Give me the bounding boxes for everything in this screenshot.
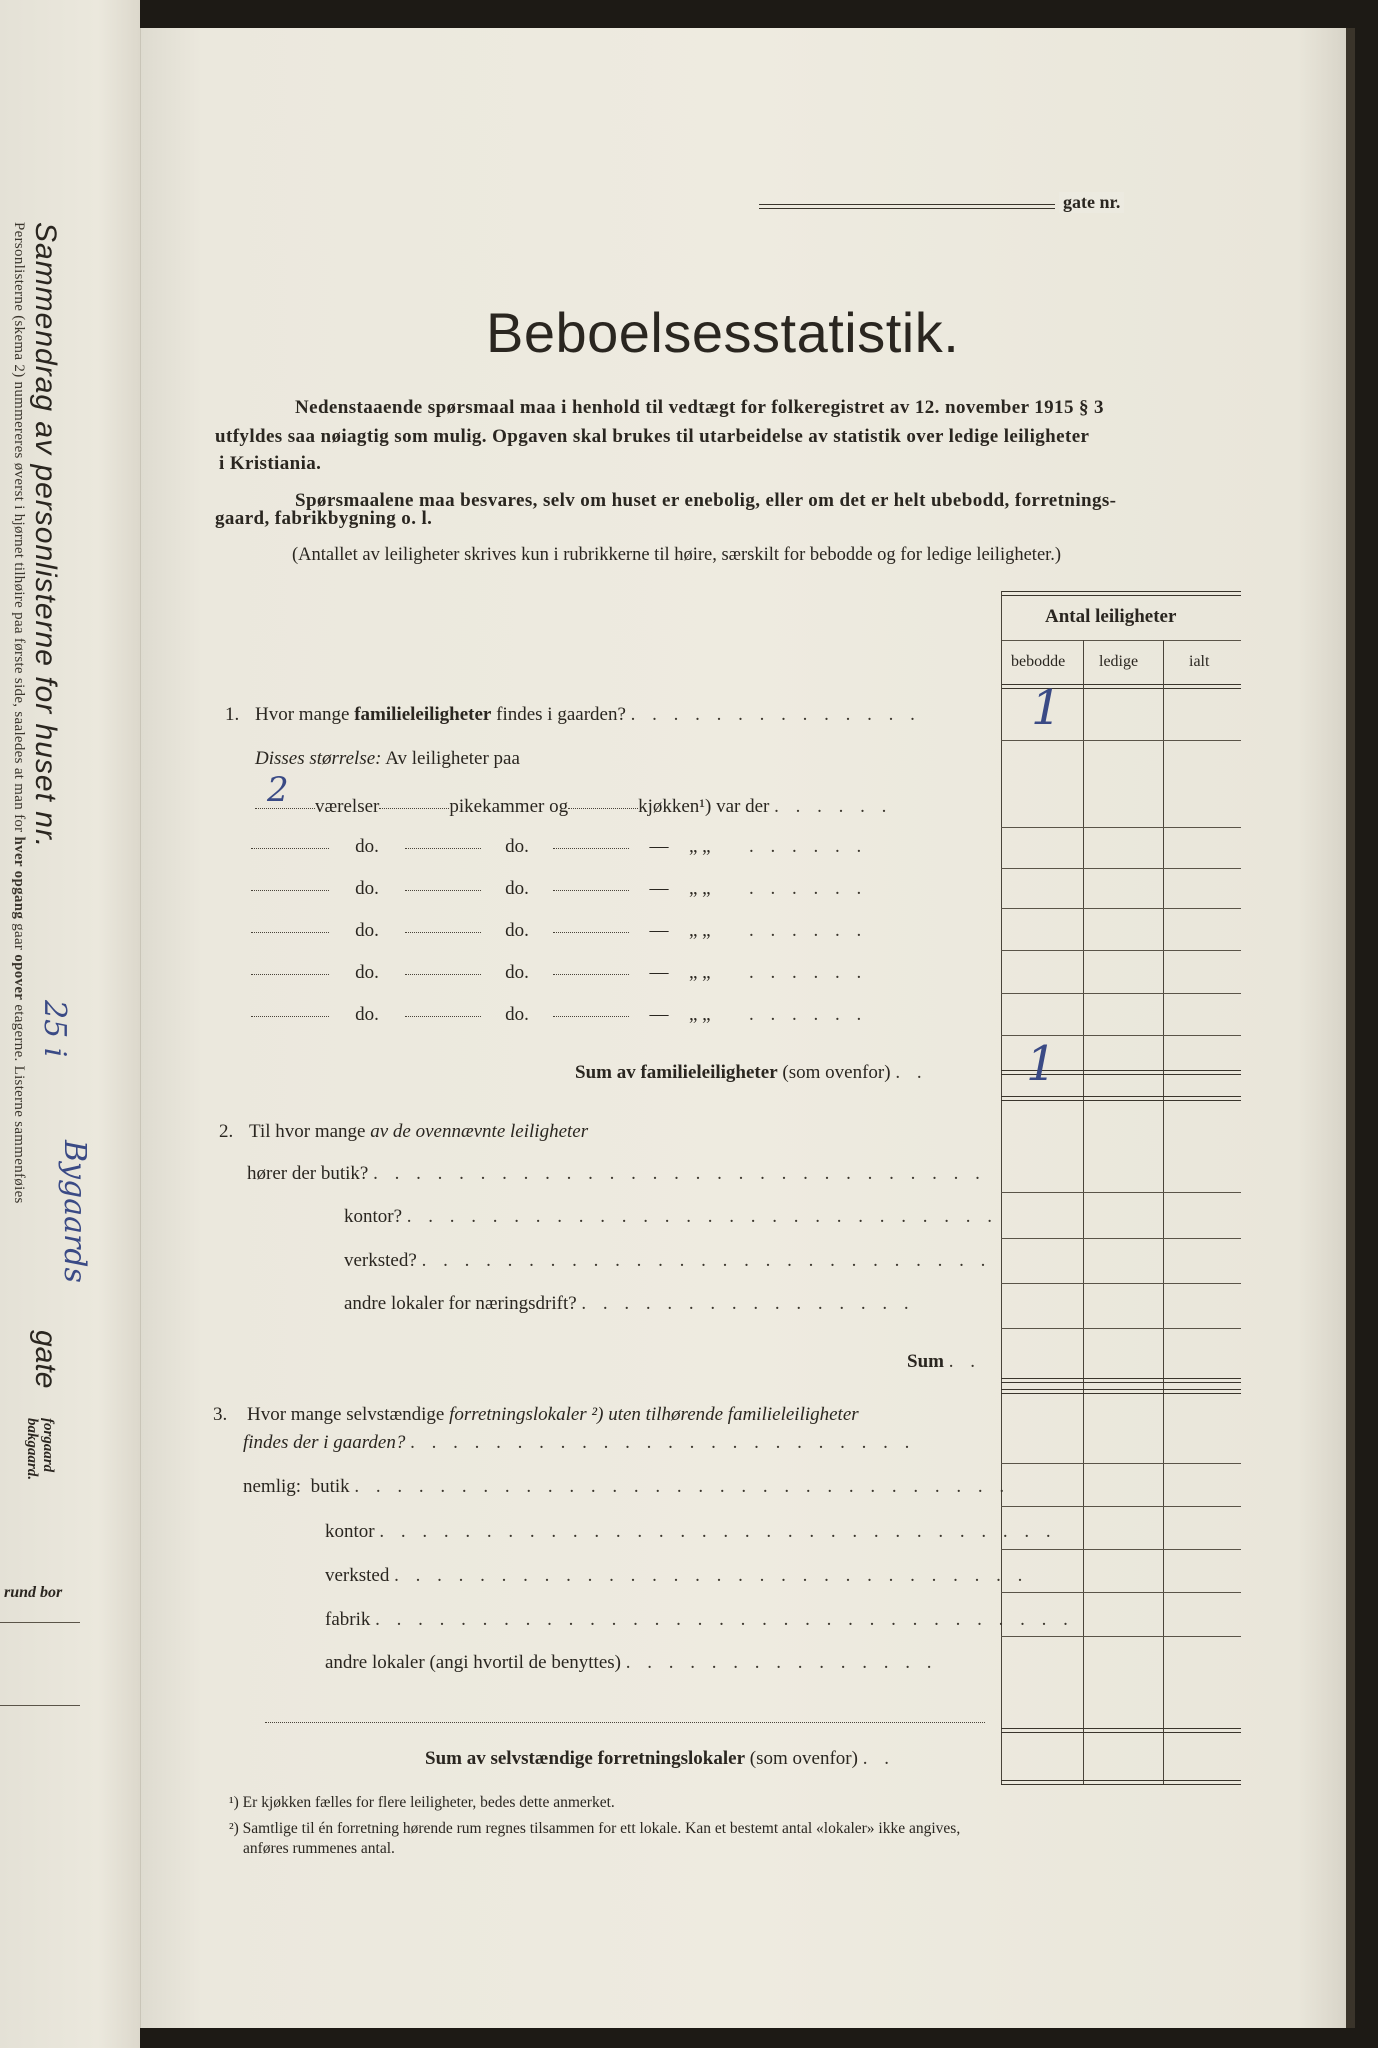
footnote-2-line1: ²) Samtlige til én forretning hørende rum regnes tilsammen for ett lokale. Kan et bestemt antal «lokaler» ikke angives, — [229, 1820, 961, 1837]
q2-butik: hører der butik? . . . . . . . . . . . . . . . . . . . . . . . . . . . . . — [247, 1163, 986, 1184]
table-row-rule — [1001, 950, 1241, 951]
q1-sizes: Disses størrelse: Av leiligheter paa — [255, 748, 520, 769]
form-page — [140, 28, 1346, 2028]
q3-butik: nemlig: butik . . . . . . . . . . . . . . . . . . . . . . . . . . . . . . . — [243, 1476, 1011, 1497]
table-row-rule — [1001, 993, 1241, 994]
table-row-rule — [1001, 1238, 1241, 1239]
table-row-rule — [1001, 1549, 1241, 1550]
table-header-rule — [1001, 640, 1241, 641]
footnote-2-line2: anføres rummenes antal. — [243, 1840, 395, 1857]
table-col-divider — [1163, 640, 1164, 1784]
gate-nr-label: gate nr. — [1059, 192, 1124, 213]
page-edge-shadow — [1345, 28, 1355, 2028]
q1-size-row-4: do. do. — „ „ . . . . . . — [251, 920, 867, 942]
q2-verksted: verksted? . . . . . . . . . . . . . . . . . . . . . . . . . . . — [344, 1250, 992, 1271]
side-rule — [0, 1622, 80, 1623]
q2-kontor: kontor? . . . . . . . . . . . . . . . . . . . . . . . . . . . . — [344, 1206, 999, 1227]
intro-p1-line1: Nedenstaaende spørsmaal maa i henhold til vedtægt for folkeregistret av 12. november 1915 § 3 — [295, 397, 1104, 418]
q1-size-row-5: do. do. — „ „ . . . . . . — [251, 962, 867, 984]
intro-p3: (Antallet av leiligheter skrives kun i rubrikkerne til høire, særskilt for bebodde og for ledige leiligheter.) — [292, 545, 1062, 565]
footnote-1: ¹) Er kjøkken fælles for flere leiligheter, bedes dette anmerket. — [229, 1794, 615, 1811]
q3-number: 3. — [213, 1404, 228, 1425]
table-row-rule — [1001, 1192, 1241, 1193]
q1-question: Hvor mange familieleiligheter findes i gaarden? . . . . . . . . . . . . . . — [255, 704, 921, 725]
side-summary-title: Sammendrag av personlisterne for huset nr. — [29, 222, 62, 849]
intro-p1-line3: i Kristiania. — [219, 453, 322, 474]
q1-size-row-1: værelser pikekammer og kjøkken¹) var der . . . . . . — [255, 796, 892, 818]
intro-p2-line2: gaard, fabrikbygning o. l. — [215, 508, 433, 529]
intro-p2-line1: Spørsmaalene maa besvares, selv om huset er enebolig, eller om det er helt ubebodd, forretnings- — [295, 490, 1117, 511]
q3-question-cont: findes der i gaarden? . . . . . . . . . . . . . . . . . . . . . . . . — [243, 1432, 916, 1453]
q1-size-row-2: do. do. — „ „ . . . . . . — [251, 836, 867, 858]
table-section-rule — [1001, 1389, 1241, 1394]
side-rule — [0, 1705, 80, 1706]
intro-p1-line2: utfyldes saa nøiagtig som mulig. Opgaven skal brukes til utarbeidelse av statistik over ledige leiligheter — [215, 426, 1090, 447]
table-top-rule — [1001, 591, 1241, 596]
q1-size-row-3: do. do. — „ „ . . . . . . — [251, 878, 867, 900]
q3-sum: Sum av selvstændige forretningslokaler (som ovenfor) . . — [425, 1748, 895, 1769]
table-row-rule — [1001, 1283, 1241, 1284]
gate-nr-underline — [759, 204, 1055, 209]
table-row-rule — [1001, 1728, 1241, 1733]
table-row-rule — [1001, 1463, 1241, 1464]
col-ledige: ledige — [1099, 653, 1139, 670]
back-sheet — [0, 0, 140, 2048]
table-row-rule — [1001, 827, 1241, 828]
table-row-rule — [1001, 1378, 1241, 1383]
q1-sum: Sum av familieleiligheter (som ovenfor) . . — [575, 1062, 928, 1083]
table-row-rule — [1001, 1506, 1241, 1507]
side-instructions: Personlisterne (skema 2) nummereres øverst i hjørnet tilhøire paa første side, saaledes at man for hver opgang gaar opover etagerne. Listerne sammenføies — [11, 222, 27, 1204]
q3-andre: andre lokaler (angi hvortil de benyttes) . . . . . . . . . . . . . . . — [325, 1652, 938, 1673]
side-forgaard: forgaard — [40, 1418, 56, 1473]
side-bottom-label: rund bor — [4, 1584, 63, 1601]
q3-question: Hvor mange selvstændige forretningslokaler ²) uten tilhørende familieleiligheter — [247, 1404, 859, 1425]
side-handwritten-nr: 25 i — [37, 1000, 72, 1058]
q3-verksted: verksted . . . . . . . . . . . . . . . . . . . . . . . . . . . . . . — [325, 1565, 1029, 1586]
q2-question: Til hvor mange av de ovennævnte leiligheter — [249, 1121, 589, 1142]
table-left-border — [1001, 591, 1002, 1784]
q2-number: 2. — [219, 1121, 234, 1142]
page-title: Beboelsesstatistik. — [486, 301, 960, 364]
q3-blank-line — [265, 1722, 985, 1724]
col-bebodde: bebodde — [1011, 653, 1066, 670]
q1-number: 1. — [225, 704, 240, 725]
table-row-rule — [1001, 1328, 1241, 1329]
q2-andre: andre lokaler for næringsdrift? . . . . . . . . . . . . . . . . — [344, 1293, 915, 1314]
table-row-rule — [1001, 868, 1241, 869]
table-row-rule — [1001, 1636, 1241, 1637]
q1-size-row-6: do. do. — „ „ . . . . . . — [251, 1004, 867, 1026]
table-bottom-rule — [1001, 1780, 1241, 1785]
table-col-divider — [1083, 640, 1084, 1784]
side-gate-label: gate — [29, 1330, 62, 1389]
side-handwritten-street: Bygaards — [57, 1140, 92, 1283]
col-ialt: ialt — [1189, 653, 1210, 670]
q3-kontor: kontor . . . . . . . . . . . . . . . . . . . . . . . . . . . . . . . . — [325, 1521, 1057, 1542]
handwritten-q1-sum: 1 — [1026, 1036, 1057, 1092]
table-row-rule — [1001, 908, 1241, 909]
side-bakgaard: bakgaard. — [24, 1418, 40, 1481]
q2-sum: Sum . . — [907, 1351, 981, 1372]
table-header: Antal leiligheter — [1045, 606, 1177, 627]
table-row-rule — [1001, 740, 1241, 741]
q3-fabrik: fabrik . . . . . . . . . . . . . . . . . . . . . . . . . . . . . . . . . — [325, 1609, 1074, 1630]
handwritten-rooms: 2 — [267, 770, 289, 810]
table-row-rule — [1001, 1592, 1241, 1593]
handwritten-q1-bebodde: 1 — [1031, 680, 1062, 736]
table-section-rule — [1001, 1096, 1241, 1101]
